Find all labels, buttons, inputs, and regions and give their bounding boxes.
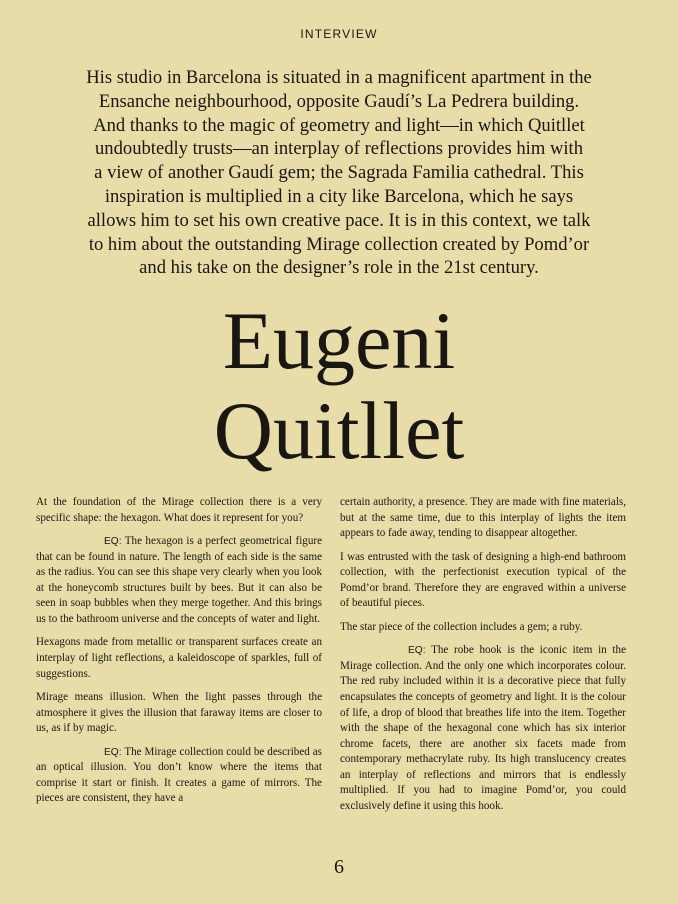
question: I was entrusted with the task of designing a high-end bathroom collection, with the perfectionist execution typical of the Pomd’or brand. Therefore they are engraved within a universe of beautiful pieces. (340, 550, 626, 610)
article-column-left (36, 495, 322, 815)
paragraph: Hexagons made from metallic or transparent surfaces create an interplay of light reflections, a kaleidoscope of sparkles, full of suggestions. (36, 636, 322, 680)
section-label: INTERVIEW (300, 27, 378, 41)
intro-line: to him about the outstanding Mirage collection created by Pomd’or (88, 233, 590, 255)
paragraph: certain authority, a presence. They are made with fine materials, but at the same time, due to this interplay of lights the item appears to fade away, tending to disappear altogether. (340, 496, 626, 540)
answer-text: The hexagon is a perfect geometrical figure that can be found in nature. The length of each side is the same as the radius. You can see this shape very clearly when you look at the honeycomb structures built by bees. But it can also be seen in soap bubbles when they merge together. And this brings us to the bathroom universe and the concepts of water and light. (36, 534, 322, 625)
page-number: 6 (334, 856, 344, 878)
answer-text: The robe hook is the iconic item in the Mirage collection. And the only one which incorporates colour. The red ruby included within it is a decorative piece that fully encapsulates the concepts of geometry and light. It is the colour of life, a drop of blood that breathes life into the item. Together with the shape of the hexagonal cone which has six interior chrome facets, there are another six facets made from contemporary methacrylate ruby. Its high translucency creates an interplay of reflections and mirrors that is endlessly multiplied. If you had to imagine Pomd’or, you could exclusively define it using this hook. (340, 644, 626, 813)
answer (340, 643, 626, 815)
name-first: Eugeni (222, 295, 456, 386)
intro-line: a view of another Gaudí gem; the Sagrada Familia cathedral. This (94, 162, 584, 184)
question: Mirage means illusion. When the light passes through the atmosphere it gives the illusion that faraway items are closer to us, as if by magic. (36, 690, 322, 735)
interviewee-name (0, 296, 678, 476)
intro-line: Ensanche neighbourhood, opposite Gaudí’s La Pedrera building. (98, 90, 580, 112)
answer-text: The Mirage collection could be described as an optical illusion. You don’t know where the items that comprise it start or finish. It creates a game of mirrors. The pieces are consistent, they have a (36, 745, 322, 805)
eq-marker: EQ: (104, 535, 122, 547)
intro-line: inspiration is multiplied in a city like Barcelona, which he says (104, 185, 574, 207)
intro-line: undoubtedly trusts—an interplay of reflections provides him with (95, 138, 583, 160)
question: The star piece of the collection includes a gem; a ruby. (340, 620, 583, 633)
intro-line: allows him to set his own creative pace. It is in this context, we talk (87, 209, 591, 231)
answer (36, 534, 322, 628)
eq-marker: EQ: (104, 746, 122, 758)
answer (36, 745, 322, 807)
question: At the foundation of the Mirage collection there is a very specific shape: the hexagon. What does it represent for you? (36, 496, 322, 524)
article-column-right (340, 495, 626, 822)
intro-paragraph (48, 66, 630, 280)
intro-line: His studio in Barcelona is situated in a magnificent apartment in the (86, 67, 592, 88)
eq-marker: EQ: (408, 645, 426, 657)
intro-line: and his take on the designer’s role in the 21st century. (139, 257, 539, 279)
name-last: Quitllet (213, 385, 465, 476)
intro-line: And thanks to the magic of geometry and light—in which Quitllet (93, 114, 585, 136)
